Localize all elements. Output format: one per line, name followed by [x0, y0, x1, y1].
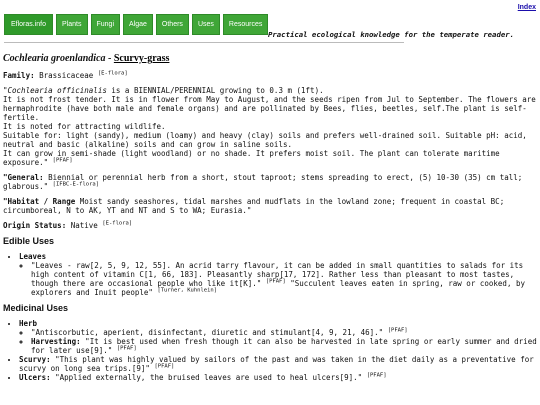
harvest-text: "It is best used when fresh though it can also be harvested in late spring or early summer and dried for later use[9]." [31, 337, 537, 355]
list-item [19, 319, 537, 355]
edible-item-label: Leaves [19, 252, 47, 261]
ulcers-ref: [PFAF] [366, 372, 387, 379]
general-ref: [IFBC-E-flora] [52, 181, 100, 188]
nav-resources-button[interactable]: Resources [223, 14, 268, 35]
nav-plants-button[interactable]: Plants [56, 14, 87, 35]
nav-home-button[interactable]: Efloras.info [4, 14, 53, 35]
ulcers-label: Ulcers: [19, 373, 51, 382]
scurvy-label: Scurvy: [19, 355, 51, 364]
description-block [3, 86, 537, 167]
description-line: It is noted for attracting wildlife. [3, 122, 166, 131]
description-text: is a BIENNIAL/PERENNIAL growing to 0.3 m (1ft). [106, 86, 324, 95]
ulcers-text: "Applied externally, the bruised leaves are used to heal ulcers[9]." [50, 373, 363, 382]
list-item [31, 261, 537, 297]
origin-label: Origin Status: [3, 221, 67, 230]
harvest-label: Harvesting: [31, 337, 81, 346]
origin-block [3, 221, 537, 230]
description-line: It is not frost tender. It is in flower from May to August, and the seeds ripen from Jul to September. The flowers are hermaphrodite (have both male and female organs) and are pollinated by Bees, flies, beetles, self.The plant is self-fertile. [3, 95, 536, 122]
medicinal-uses-list [3, 319, 537, 382]
edible-text: "Succulent leaves eaten in spring, raw or cooked, by explorers and Inuit people" [31, 279, 526, 297]
nav-uses-button[interactable]: Uses [192, 14, 220, 35]
nav-others-button[interactable]: Others [156, 14, 189, 35]
edible-uses-heading: Edible Uses [3, 236, 55, 246]
family-line [3, 71, 537, 80]
habitat-block [3, 197, 537, 215]
common-name-link[interactable]: Scurvy-grass [113, 53, 170, 64]
general-label: "General: [3, 173, 44, 182]
title-separator: - [105, 53, 114, 64]
description-ref: [PFAF] [52, 157, 73, 164]
page-title [3, 53, 537, 65]
edible-text: "Leaves - raw[2, 5, 9, 12, 55]. An acrid tarry flavour, it can be added in small quantities to salads for its high content of vitamin C[1, 66, 183]. Pleasantly sharp[17, 172]. Rather less than pleasant to most tastes, though there are occasional people who like it[K]." [31, 261, 524, 288]
header-divider [4, 42, 404, 43]
quote-mark: " [3, 86, 8, 95]
edible-uses-list [3, 252, 537, 297]
herb-label: Herb [19, 319, 38, 328]
medicinal-uses-heading: Medicinal Uses [3, 303, 69, 313]
family-label: Family: [3, 71, 35, 80]
scurvy-text: "This plant was highly valued by sailors of the past and was taken in the diet daily as a preventative for scurvy on long sea trips.[9]" [19, 355, 534, 373]
list-item [19, 252, 537, 297]
nav-algae-button[interactable]: Algae [123, 14, 153, 35]
habitat-text: Moist sandy seashores, tidal marshes and mudflats in the lowland zone; frequent in coastal BC; circumboreal, N to AK, YT and NT and S to WA; Eurasia." [3, 197, 505, 215]
origin-value: Native [66, 221, 103, 230]
main-content [3, 53, 537, 382]
edible-sublist [19, 261, 537, 297]
nav-fungi-button[interactable]: Fungi [91, 14, 121, 35]
habitat-label: "Habitat / Range [3, 197, 76, 206]
description-text: It can grow in semi-shade (light woodland) or no shade. It prefers moist soil. The plant can tolerate maritime exposure." [3, 149, 500, 167]
list-item [31, 337, 537, 355]
edible-ref: [PFAF] [265, 278, 286, 285]
family-value: Brassicaceae [39, 71, 94, 80]
family-ref: [E-flora] [97, 70, 128, 77]
top-nav [4, 14, 268, 35]
herb-text: "Antiscorbutic, aperient, disinfectant, diuretic and stimulant[4, 9, 21, 46]." [31, 328, 384, 337]
description-line [3, 149, 537, 167]
origin-ref: [E-flora] [102, 220, 133, 227]
general-text: Biennial or perennial herb from a short, stout taproot; stems spreading to erect, (5) 10-30 (35) cm tall; glabrous." [3, 173, 523, 191]
index-link[interactable]: Index [517, 4, 536, 11]
site-tagline: Practical ecological knowledge for the temperate reader. [268, 30, 515, 39]
general-block [3, 173, 537, 191]
edible-ref: [Turner, Kuhnlein] [157, 287, 218, 294]
list-item [19, 373, 537, 382]
scurvy-ref: [PFAF] [154, 363, 175, 370]
scientific-name: Cochlearia groenlandica [3, 53, 106, 64]
description-line: Suitable for: light (sandy), medium (loamy) and heavy (clay) soils and prefers well-drained soil. Suitable pH: acid, neutral and basic (alkaline) soils and can grow in saline soils. [3, 131, 527, 149]
herb-ref: [PFAF] [387, 327, 408, 334]
harvest-ref: [PFAF] [116, 345, 137, 352]
list-item [31, 328, 537, 337]
herb-sublist [19, 328, 537, 355]
list-item [19, 355, 537, 373]
description-line [3, 86, 537, 95]
species-italic: Cochlearia officinalis [7, 86, 107, 95]
